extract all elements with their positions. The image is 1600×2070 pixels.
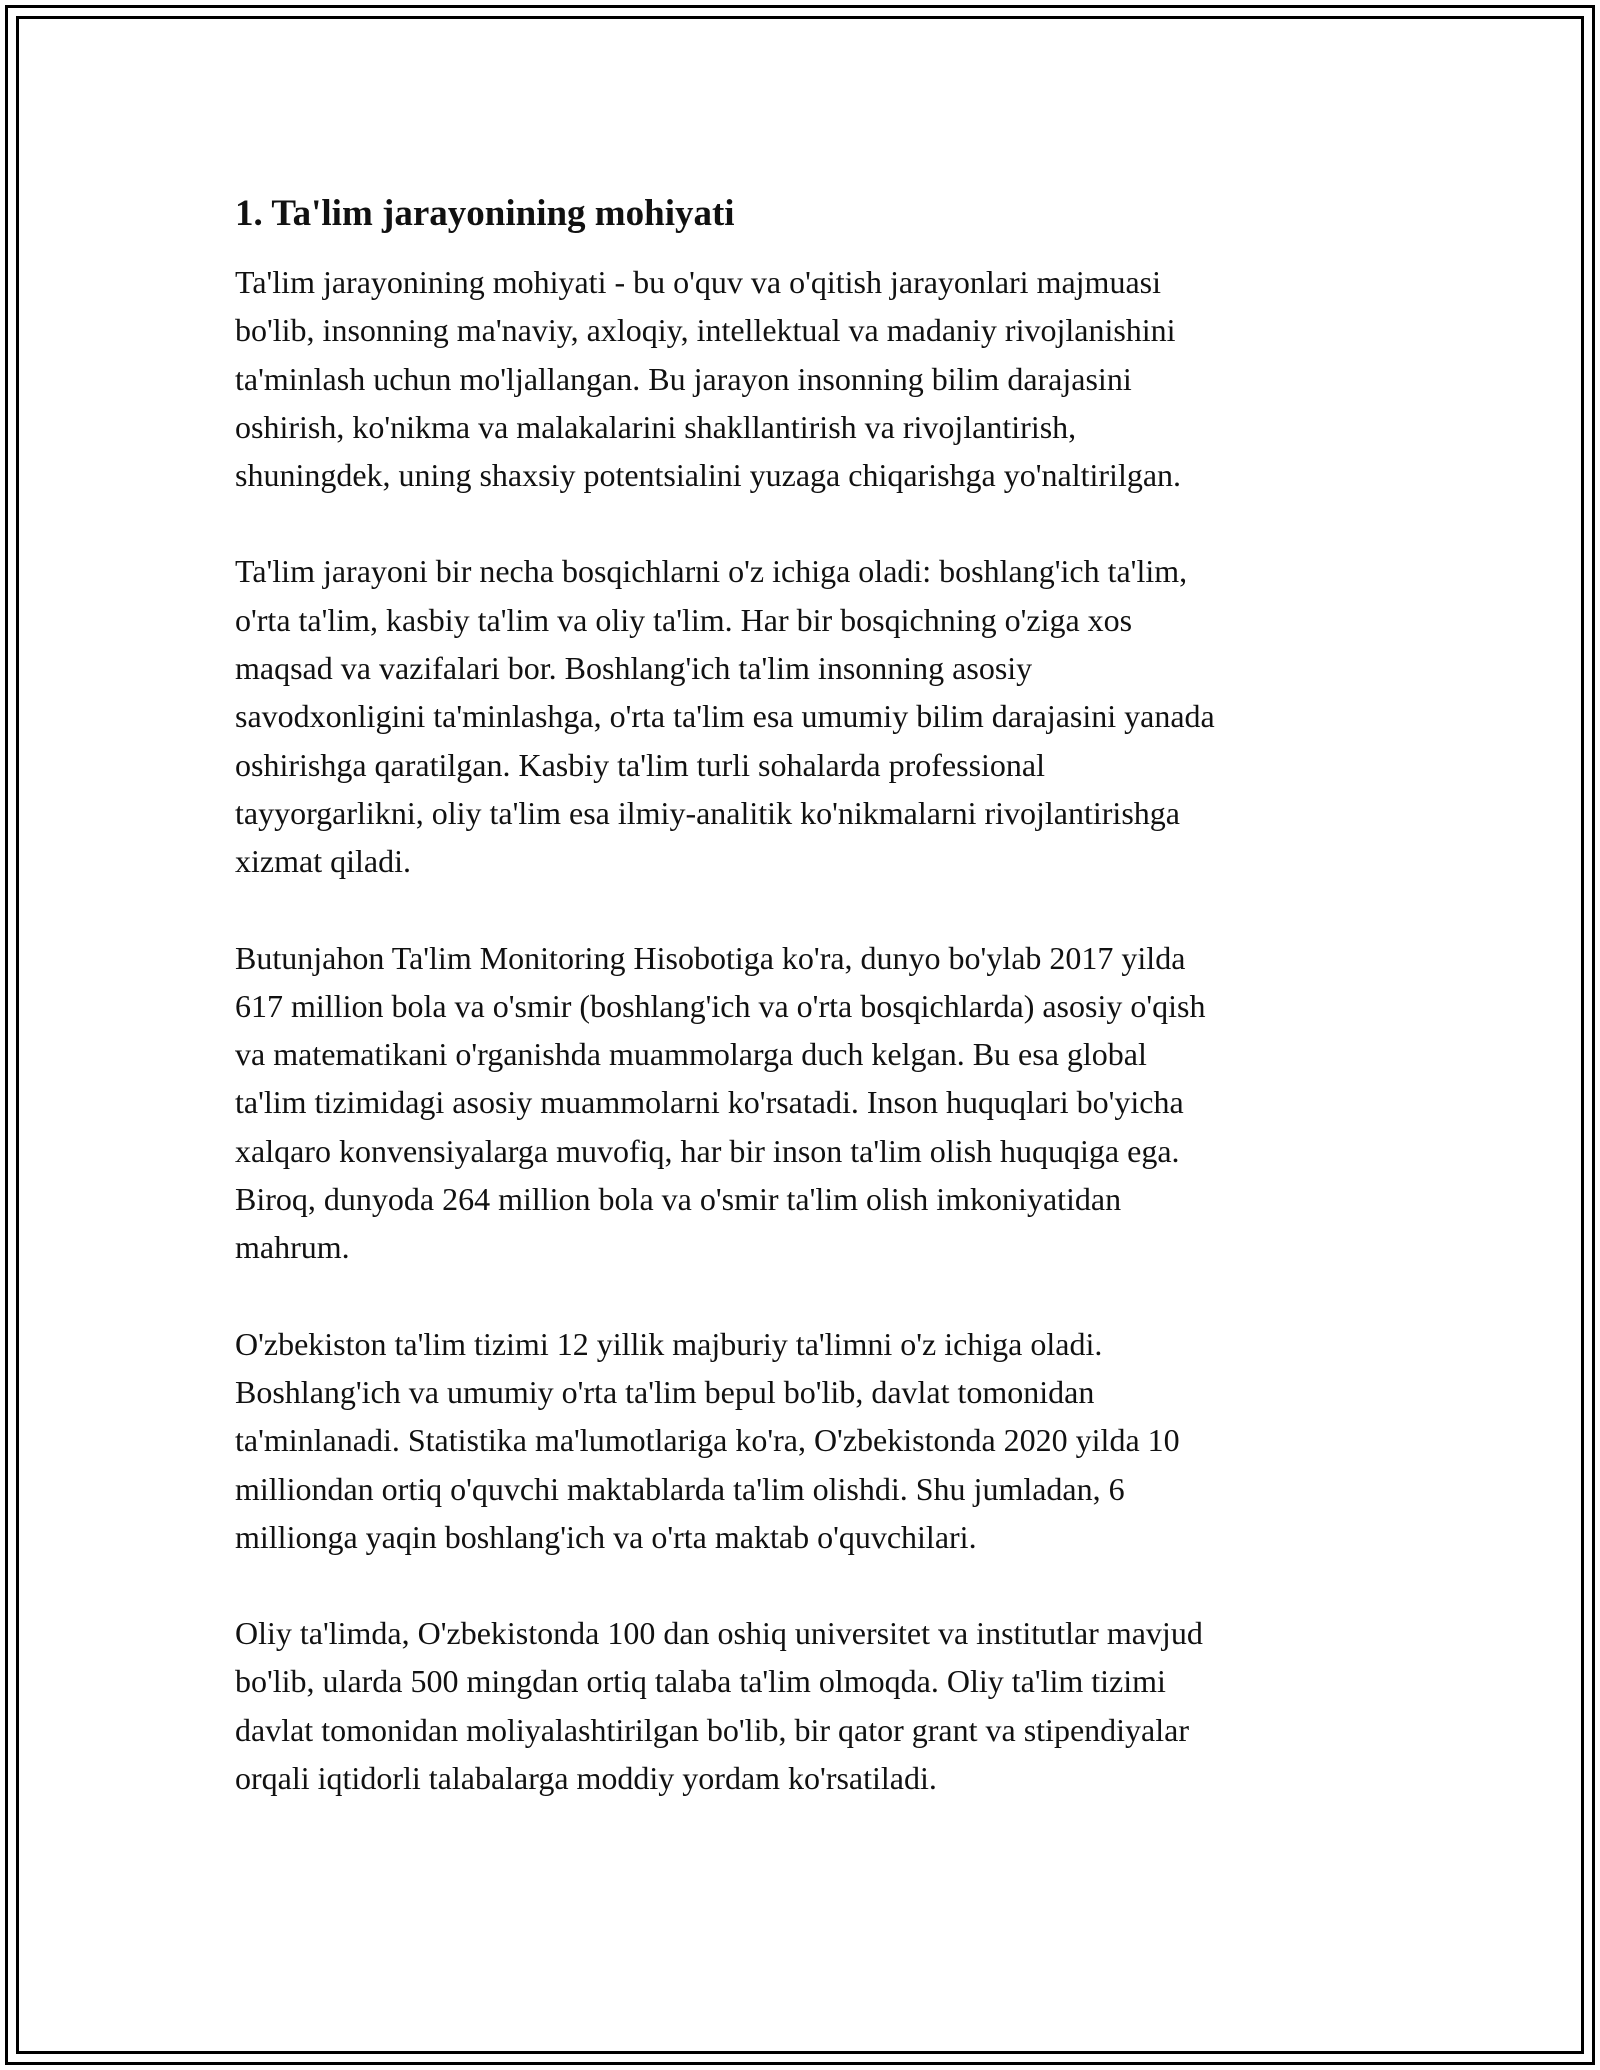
paragraph-global-report: Butunjahon Ta'lim Monitoring Hisobotiga ko'ra, dunyo bo'ylab 2017 yilda 617 million bola va o'smir (boshlang'ich va o'rta bosqichlarda) asosiy o'qish va matematikani o'rganishda muammolarga duch kelgan. Bu esa global ta'lim tizimidagi asosiy muammolarni ko'rsatadi. Inson huquqlari bo'yicha xalqaro konvensiyalarga muvofiq, har bir inson ta'lim olish huquqiga ega. Biroq, dunyoda 264 million bola va o'smir ta'lim olish imkoniyatidan mahrum.: [235, 939, 1206, 1266]
document-body: [235, 186, 1375, 1850]
paragraph-higher-education: Oliy ta'limda, O'zbekistonda 100 dan oshiq universitet va institutlar mavjud bo'lib, ularda 500 mingdan ortiq talaba ta'lim olmoqda. Oliy ta'lim tizimi davlat tomonidan moliyalashtirilgan bo'lib, bir qator grant va stipendiyalar orqali iqtidorli talabalarga moddiy yordam ko'rsatiladi.: [235, 1615, 1203, 1797]
paragraph-essence: Ta'lim jarayonining mohiyati - bu o'quv va o'qitish jarayonlari majmuasi bo'lib, insonning ma'naviy, axloqiy, intellektual va madaniy rivojlanishini ta'minlash uchun mo'ljallangan. Bu jarayon insonning bilim darajasini oshirish, ko'nikma va malakalarini shakllantirish va rivojlantirish, shuningdek, uning shaxsiy potentsialini yuzaga chiqarishga yo'naltirilgan.: [235, 264, 1182, 494]
paragraph-uzbekistan-schools: O'zbekiston ta'lim tizimi 12 yillik majburiy ta'limni o'z ichiga oladi. Boshlang'ich va umumiy o'rta ta'lim bepul bo'lib, davlat tomonidan ta'minlanadi. Statistika ma'lumotlariga ko'ra, O'zbekistonda 2020 yilda 10 milliondan ortiq o'quvchi maktablarda ta'lim olishdi. Shu jumladan, 6 millionga yaqin boshlang'ich va o'rta maktab o'quvchilari.: [235, 1325, 1180, 1555]
section-heading: 1. Ta'lim jarayonining mohiyati: [235, 193, 735, 234]
paragraph-stages: Ta'lim jarayoni bir necha bosqichlarni o'z ichiga oladi: boshlang'ich ta'lim, o'rta ta'lim, kasbiy ta'lim va oliy ta'lim. Har bir bosqichning o'ziga xos maqsad va vazifalari bor. Boshlang'ich ta'lim insonning asosiy savodxonligini ta'minlashga, o'rta ta'lim esa umumiy bilim darajasini yanada oshirishga qaratilgan. Kasbiy ta'lim turli sohalarda professional tayyorgarlikni, oliy ta'lim esa ilmiy-analitik ko'nikmalarni rivojlantirishga xizmat qiladi.: [235, 553, 1215, 880]
